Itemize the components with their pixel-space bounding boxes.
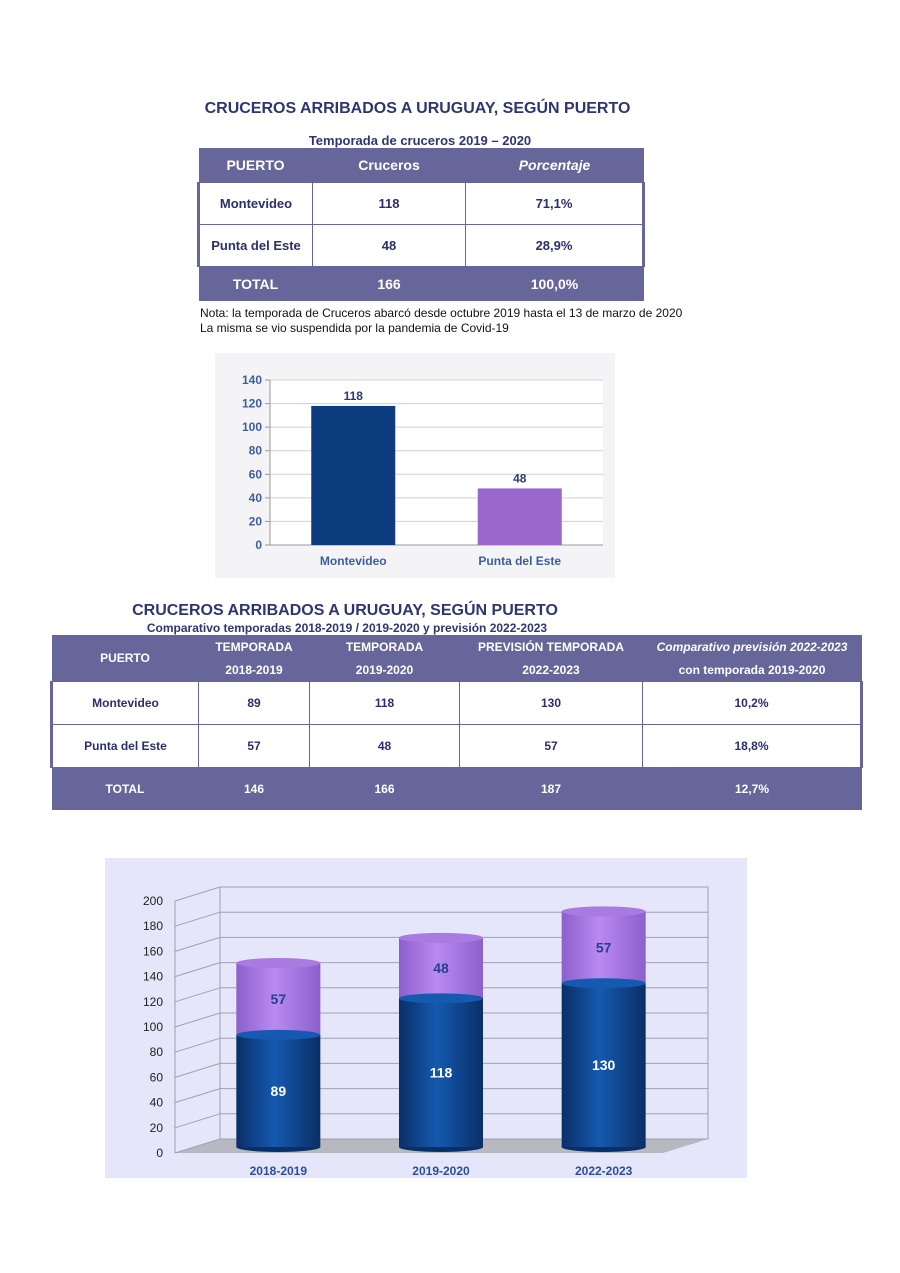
y-tick-label: 60 xyxy=(149,1070,163,1085)
col-header-temporada-1: TEMPORADA xyxy=(215,639,293,654)
section1-subtitle: Temporada de cruceros 2019 – 2020 xyxy=(308,133,532,148)
y-tick-label: 160 xyxy=(142,944,163,959)
y-tick-label: 0 xyxy=(156,1146,163,1160)
gridline-side xyxy=(175,1013,220,1027)
col-subheader-2019-2020: 2019-2020 xyxy=(355,662,414,677)
total-2018-2019: 146 xyxy=(199,768,310,811)
data-label: 130 xyxy=(591,1057,616,1074)
bar-chart-2019-2020-container xyxy=(215,353,615,578)
bar-chart-2019-2020 xyxy=(215,353,615,578)
y-tick-label: 20 xyxy=(149,1120,163,1135)
gridline-side xyxy=(175,988,220,1002)
x-tick-label: Montevideo xyxy=(319,554,387,568)
total-row xyxy=(52,768,862,811)
x-tick-label: 2019-2020 xyxy=(412,1164,470,1178)
col-header-puerto: PUERTO xyxy=(226,157,285,173)
gridline-side xyxy=(175,1063,220,1077)
cylinder-joint xyxy=(399,993,483,1003)
note-line-2: La misma se vio suspendida por la pandemia de Covid-19 xyxy=(200,321,509,335)
total-2022-2023: 187 xyxy=(460,768,643,811)
x-tick-label: 2022-2023 xyxy=(574,1164,633,1178)
cell-port: Montevideo xyxy=(52,682,199,725)
y-tick-label: 60 xyxy=(248,467,262,482)
total-percentage: 100,0% xyxy=(466,267,644,302)
cylinder-top xyxy=(236,958,320,968)
cell-2019-2020: 118 xyxy=(310,682,460,725)
y-tick-label: 80 xyxy=(149,1045,163,1060)
data-label: 89 xyxy=(270,1082,287,1099)
data-label: 57 xyxy=(595,939,612,956)
gridline-side xyxy=(175,887,220,901)
cell-port: Punta del Este xyxy=(199,225,313,267)
ports-table-2019-2020 xyxy=(197,148,645,301)
data-label: 118 xyxy=(429,1064,453,1081)
col-header-comparativo: Comparativo previsión 2022-2023 xyxy=(656,639,848,654)
y-tick-label: 20 xyxy=(248,514,262,529)
cylinder-joint xyxy=(562,978,646,988)
stacked-cylinder-chart-container xyxy=(105,858,747,1178)
table-row xyxy=(199,225,644,267)
total-row xyxy=(199,267,644,302)
cell-2019-2020: 48 xyxy=(310,725,460,768)
data-label: 118 xyxy=(343,388,363,403)
stacked-cylinder-chart xyxy=(105,858,747,1178)
gridline-side xyxy=(175,912,220,926)
y-tick-label: 100 xyxy=(142,1020,163,1034)
col-subheader-2018-2019: 2018-2019 xyxy=(225,662,283,677)
cell-percentage: 28,9% xyxy=(466,225,644,267)
y-tick-label: 40 xyxy=(248,490,262,505)
cell-2018-2019: 57 xyxy=(199,725,310,768)
cylinder-top xyxy=(399,933,483,943)
total-comparativo: 12,7% xyxy=(643,768,862,811)
cell-cruises: 48 xyxy=(313,225,466,267)
gridline-side xyxy=(175,1114,220,1128)
data-label: 57 xyxy=(270,990,287,1007)
col-header-cruceros: Cruceros xyxy=(358,157,420,173)
x-tick-label: Punta del Este xyxy=(478,554,562,568)
cell-percentage: 71,1% xyxy=(466,183,644,225)
cell-comparativo: 10,2% xyxy=(643,682,862,725)
y-tick-label: 120 xyxy=(241,396,262,411)
x-tick-label: 2018-2019 xyxy=(249,1164,308,1178)
cylinder-joint xyxy=(236,1030,320,1040)
section1-title: CRUCEROS ARRIBADOS A URUGUAY, SEGÚN PUERTO xyxy=(204,100,631,117)
cell-comparativo: 18,8% xyxy=(643,725,862,768)
cell-cruises: 118 xyxy=(313,183,466,225)
col-header-porcentaje: Porcentaje xyxy=(518,157,591,173)
table-row xyxy=(52,725,862,768)
total-label: TOTAL xyxy=(52,768,199,811)
section2-title: CRUCEROS ARRIBADOS A URUGUAY, SEGÚN PUERTO xyxy=(132,602,558,619)
y-tick-label: 140 xyxy=(142,969,163,984)
gridline-side xyxy=(175,1089,220,1103)
y-tick-label: 140 xyxy=(241,373,262,387)
cylinder-top xyxy=(562,906,646,916)
ports-comparison-table xyxy=(50,635,863,810)
y-tick-label: 120 xyxy=(142,994,163,1009)
bar xyxy=(478,488,562,545)
y-tick-label: 80 xyxy=(248,443,262,458)
y-tick-label: 100 xyxy=(241,420,262,435)
total-cruises: 166 xyxy=(313,267,466,302)
y-tick-label: 40 xyxy=(149,1095,163,1110)
cell-2022-2023: 57 xyxy=(460,725,643,768)
y-tick-label: 200 xyxy=(142,894,163,908)
note xyxy=(200,306,682,336)
gridline-side xyxy=(175,1038,220,1052)
table-row xyxy=(199,183,644,225)
y-tick-label: 0 xyxy=(255,538,262,552)
table-row xyxy=(52,682,862,725)
cell-2018-2019: 89 xyxy=(199,682,310,725)
gridline-side xyxy=(175,937,220,951)
col-header-prevision: PREVISIÓN TEMPORADA xyxy=(477,639,624,654)
total-label: TOTAL xyxy=(199,267,313,302)
y-tick-label: 180 xyxy=(142,919,163,934)
col-subheader-comparativo: con temporada 2019-2020 xyxy=(678,662,826,677)
bar xyxy=(311,406,395,545)
col-header-puerto: PUERTO xyxy=(100,651,150,665)
cell-port: Montevideo xyxy=(199,183,313,225)
col-header-temporada-2: TEMPORADA xyxy=(345,639,424,654)
note-line-1: Nota: la temporada de Cruceros abarcó desde octubre 2019 hasta el 13 de marzo de 2020 xyxy=(200,306,683,320)
cell-port: Punta del Este xyxy=(52,725,199,768)
data-label: 48 xyxy=(513,471,527,486)
data-label: 48 xyxy=(433,960,449,977)
cell-2022-2023: 130 xyxy=(460,682,643,725)
gridline-side xyxy=(175,963,220,977)
total-2019-2020: 166 xyxy=(310,768,460,811)
section2-subtitle: Comparativo temporadas 2018-2019 / 2019-2020 y previsión 2022-2023 xyxy=(146,621,548,635)
col-subheader-2022-2023: 2022-2023 xyxy=(522,662,580,677)
